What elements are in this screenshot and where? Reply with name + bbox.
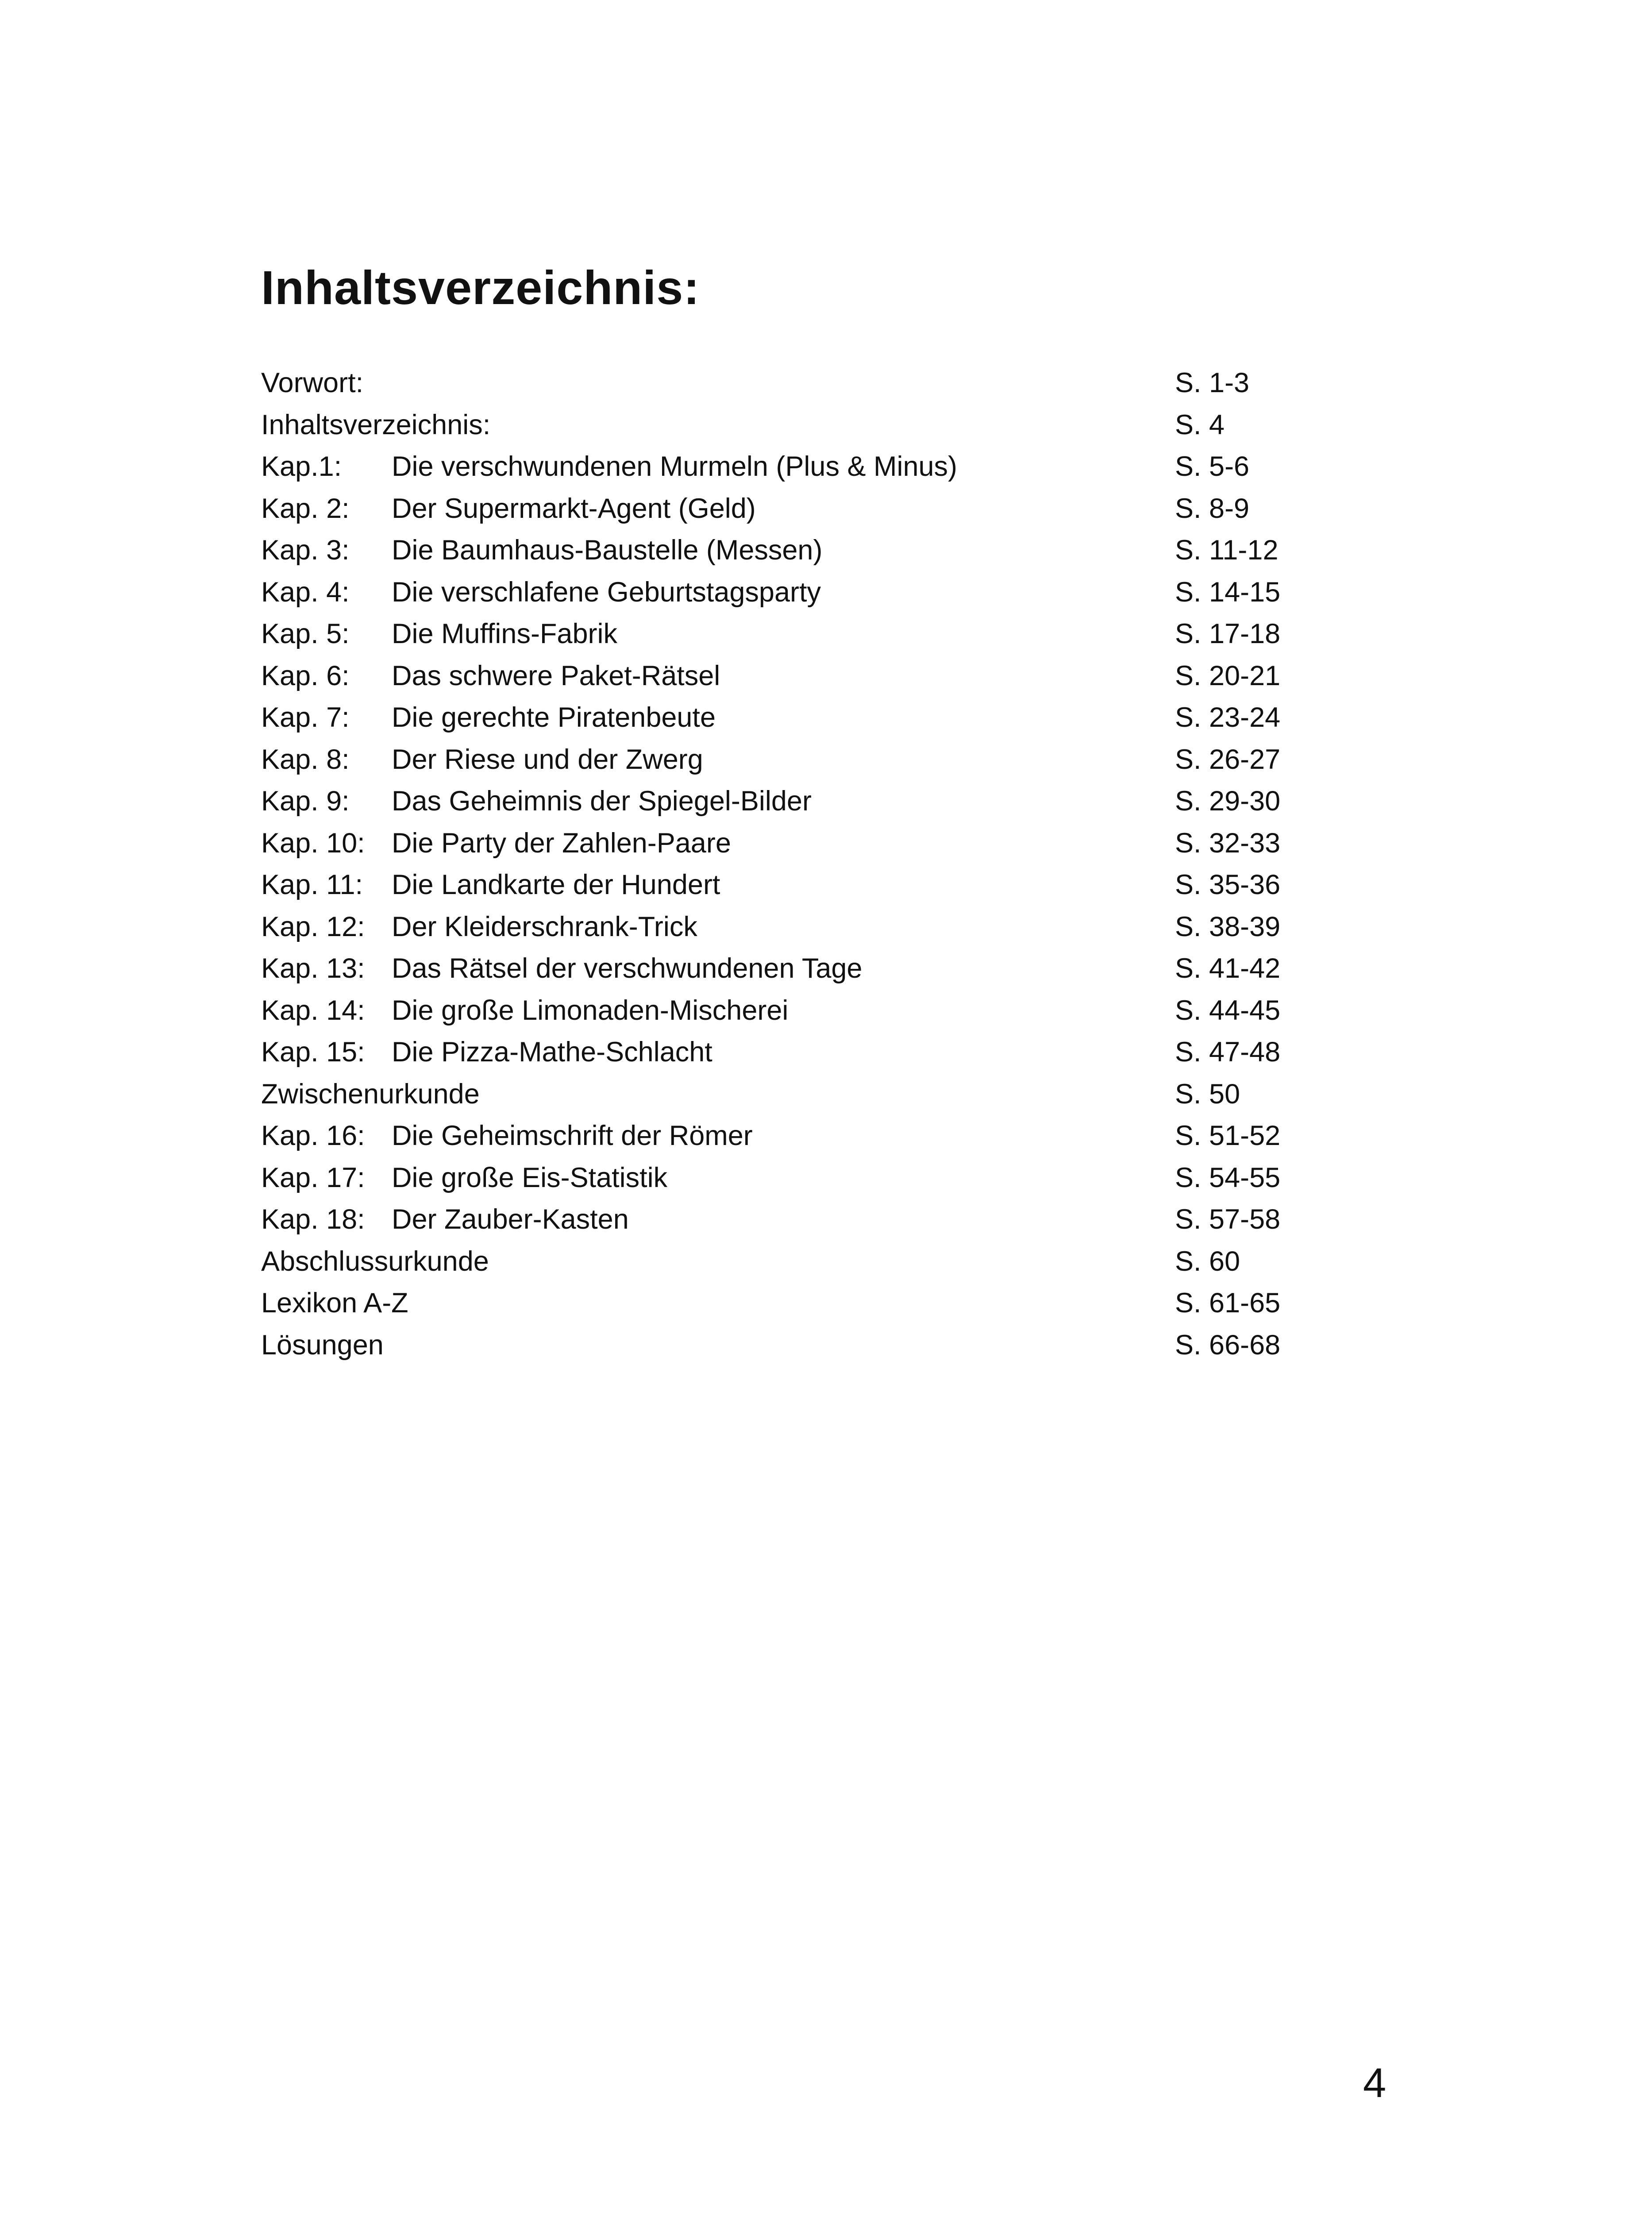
- toc-entry-title: Die Pizza-Mathe-Schlacht: [392, 1037, 712, 1068]
- toc-entry-title: Die verschlafene Geburtstagsparty: [392, 576, 821, 608]
- toc-entry-pages: S. 8-9: [1175, 493, 1250, 524]
- toc-entry: [261, 655, 1350, 697]
- toc-entry-title: Die verschwundenen Murmeln (Plus & Minus): [392, 451, 957, 482]
- toc-entry-label: Inhaltsverzeichnis:: [261, 409, 491, 440]
- page-number: 4: [1363, 2059, 1386, 2106]
- toc-entry-label: Kap. 2:: [261, 493, 350, 524]
- toc-entry: [261, 571, 1350, 613]
- toc-entry-label: Kap. 3:: [261, 535, 350, 566]
- table-of-contents: [261, 362, 1350, 1366]
- toc-entry-label: Lösungen: [261, 1329, 384, 1361]
- toc-entry: [261, 739, 1350, 781]
- toc-entry-label: Kap. 16:: [261, 1120, 365, 1151]
- toc-entry: [261, 1073, 1350, 1115]
- toc-entry: [261, 906, 1350, 948]
- toc-entry-title: Das Geheimnis der Spiegel-Bilder: [392, 786, 812, 817]
- toc-entry-label: Kap.1:: [261, 451, 342, 482]
- toc-entry-pages: S. 38-39: [1175, 911, 1281, 942]
- toc-entry-label: Kap. 5:: [261, 618, 350, 649]
- toc-entry-pages: S. 1-3: [1175, 367, 1250, 398]
- toc-entry-title: Die Party der Zahlen-Paare: [392, 827, 731, 859]
- toc-entry-pages: S. 54-55: [1175, 1162, 1281, 1193]
- toc-entry-pages: S. 44-45: [1175, 995, 1281, 1026]
- toc-entry: [261, 822, 1350, 864]
- toc-entry-pages: S. 66-68: [1175, 1329, 1281, 1361]
- toc-entry: [261, 1199, 1350, 1241]
- toc-entry-pages: S. 14-15: [1175, 576, 1281, 608]
- toc-entry: [261, 780, 1350, 822]
- toc-entry-title: Das Rätsel der verschwundenen Tage: [392, 953, 863, 984]
- toc-entry-pages: S. 51-52: [1175, 1120, 1281, 1151]
- toc-entry: [261, 990, 1350, 1032]
- toc-entry: [261, 864, 1350, 906]
- toc-entry-label: Kap. 18:: [261, 1204, 365, 1235]
- toc-entry-pages: S. 47-48: [1175, 1037, 1281, 1068]
- toc-entry: [261, 404, 1350, 446]
- toc-entry-label: Kap. 4:: [261, 576, 350, 608]
- toc-entry-pages: S. 4: [1175, 409, 1225, 440]
- toc-entry-label: Vorwort:: [261, 367, 364, 398]
- toc-entry-pages: S. 32-33: [1175, 827, 1281, 859]
- toc-entry: [261, 1241, 1350, 1283]
- toc-entry: [261, 613, 1350, 655]
- toc-entry-label: Kap. 12:: [261, 911, 365, 942]
- toc-entry-title: Das schwere Paket-Rätsel: [392, 660, 720, 691]
- toc-entry-pages: S. 5-6: [1175, 451, 1250, 482]
- toc-entry-label: Lexikon A-Z: [261, 1288, 408, 1319]
- toc-entry: [261, 1031, 1350, 1073]
- toc-entry: [261, 488, 1350, 530]
- toc-entry-label: Kap. 8:: [261, 744, 350, 775]
- toc-entry-title: Die Geheimschrift der Römer: [392, 1120, 753, 1151]
- toc-entry-pages: S. 35-36: [1175, 869, 1281, 900]
- toc-entry-pages: S. 57-58: [1175, 1204, 1281, 1235]
- toc-entry-pages: S. 61-65: [1175, 1288, 1281, 1319]
- toc-entry-label: Kap. 7:: [261, 702, 350, 733]
- toc-entry-label: Abschlussurkunde: [261, 1245, 489, 1277]
- toc-entry-title: Die große Limonaden-Mischerei: [392, 995, 789, 1026]
- toc-entry: [261, 697, 1350, 739]
- toc-entry-title: Der Kleiderschrank-Trick: [392, 911, 697, 942]
- toc-entry: [261, 446, 1350, 488]
- toc-entry-label: Kap. 13:: [261, 953, 365, 984]
- toc-entry-pages: S. 17-18: [1175, 618, 1281, 649]
- toc-entry-pages: S. 11-12: [1175, 535, 1278, 566]
- toc-entry-label: Kap. 17:: [261, 1162, 365, 1193]
- toc-entry: [261, 362, 1350, 404]
- toc-entry-title: Der Supermarkt-Agent (Geld): [392, 493, 756, 524]
- toc-entry: [261, 1324, 1350, 1366]
- toc-entry-pages: S. 29-30: [1175, 786, 1281, 817]
- toc-entry-title: Die große Eis-Statistik: [392, 1162, 668, 1193]
- toc-entry-title: Der Riese und der Zwerg: [392, 744, 703, 775]
- toc-entry-label: Kap. 6:: [261, 660, 350, 691]
- toc-entry-pages: S. 23-24: [1175, 702, 1281, 733]
- toc-entry-pages: S. 50: [1175, 1078, 1240, 1110]
- toc-entry-label: Kap. 15:: [261, 1037, 365, 1068]
- page-title: Inhaltsverzeichnis:: [261, 261, 700, 314]
- toc-entry-title: Die Baumhaus-Baustelle (Messen): [392, 535, 823, 566]
- toc-entry-label: Zwischenurkunde: [261, 1078, 480, 1110]
- toc-entry: [261, 1115, 1350, 1157]
- toc-entry-title: Der Zauber-Kasten: [392, 1204, 629, 1235]
- toc-entry: [261, 1157, 1350, 1199]
- toc-entry-label: Kap. 14:: [261, 995, 365, 1026]
- toc-entry: [261, 1282, 1350, 1324]
- toc-entry-title: Die Landkarte der Hundert: [392, 869, 720, 900]
- toc-entry: [261, 529, 1350, 571]
- toc-entry-label: Kap. 9:: [261, 786, 350, 817]
- toc-entry-pages: S. 26-27: [1175, 744, 1281, 775]
- toc-entry-pages: S. 41-42: [1175, 953, 1281, 984]
- toc-entry-pages: S. 60: [1175, 1245, 1240, 1277]
- toc-entry-label: Kap. 10:: [261, 827, 365, 859]
- toc-entry-label: Kap. 11:: [261, 869, 363, 900]
- toc-entry-pages: S. 20-21: [1175, 660, 1281, 691]
- toc-entry-title: Die gerechte Piratenbeute: [392, 702, 716, 733]
- toc-entry: [261, 948, 1350, 990]
- toc-entry-title: Die Muffins-Fabrik: [392, 618, 617, 649]
